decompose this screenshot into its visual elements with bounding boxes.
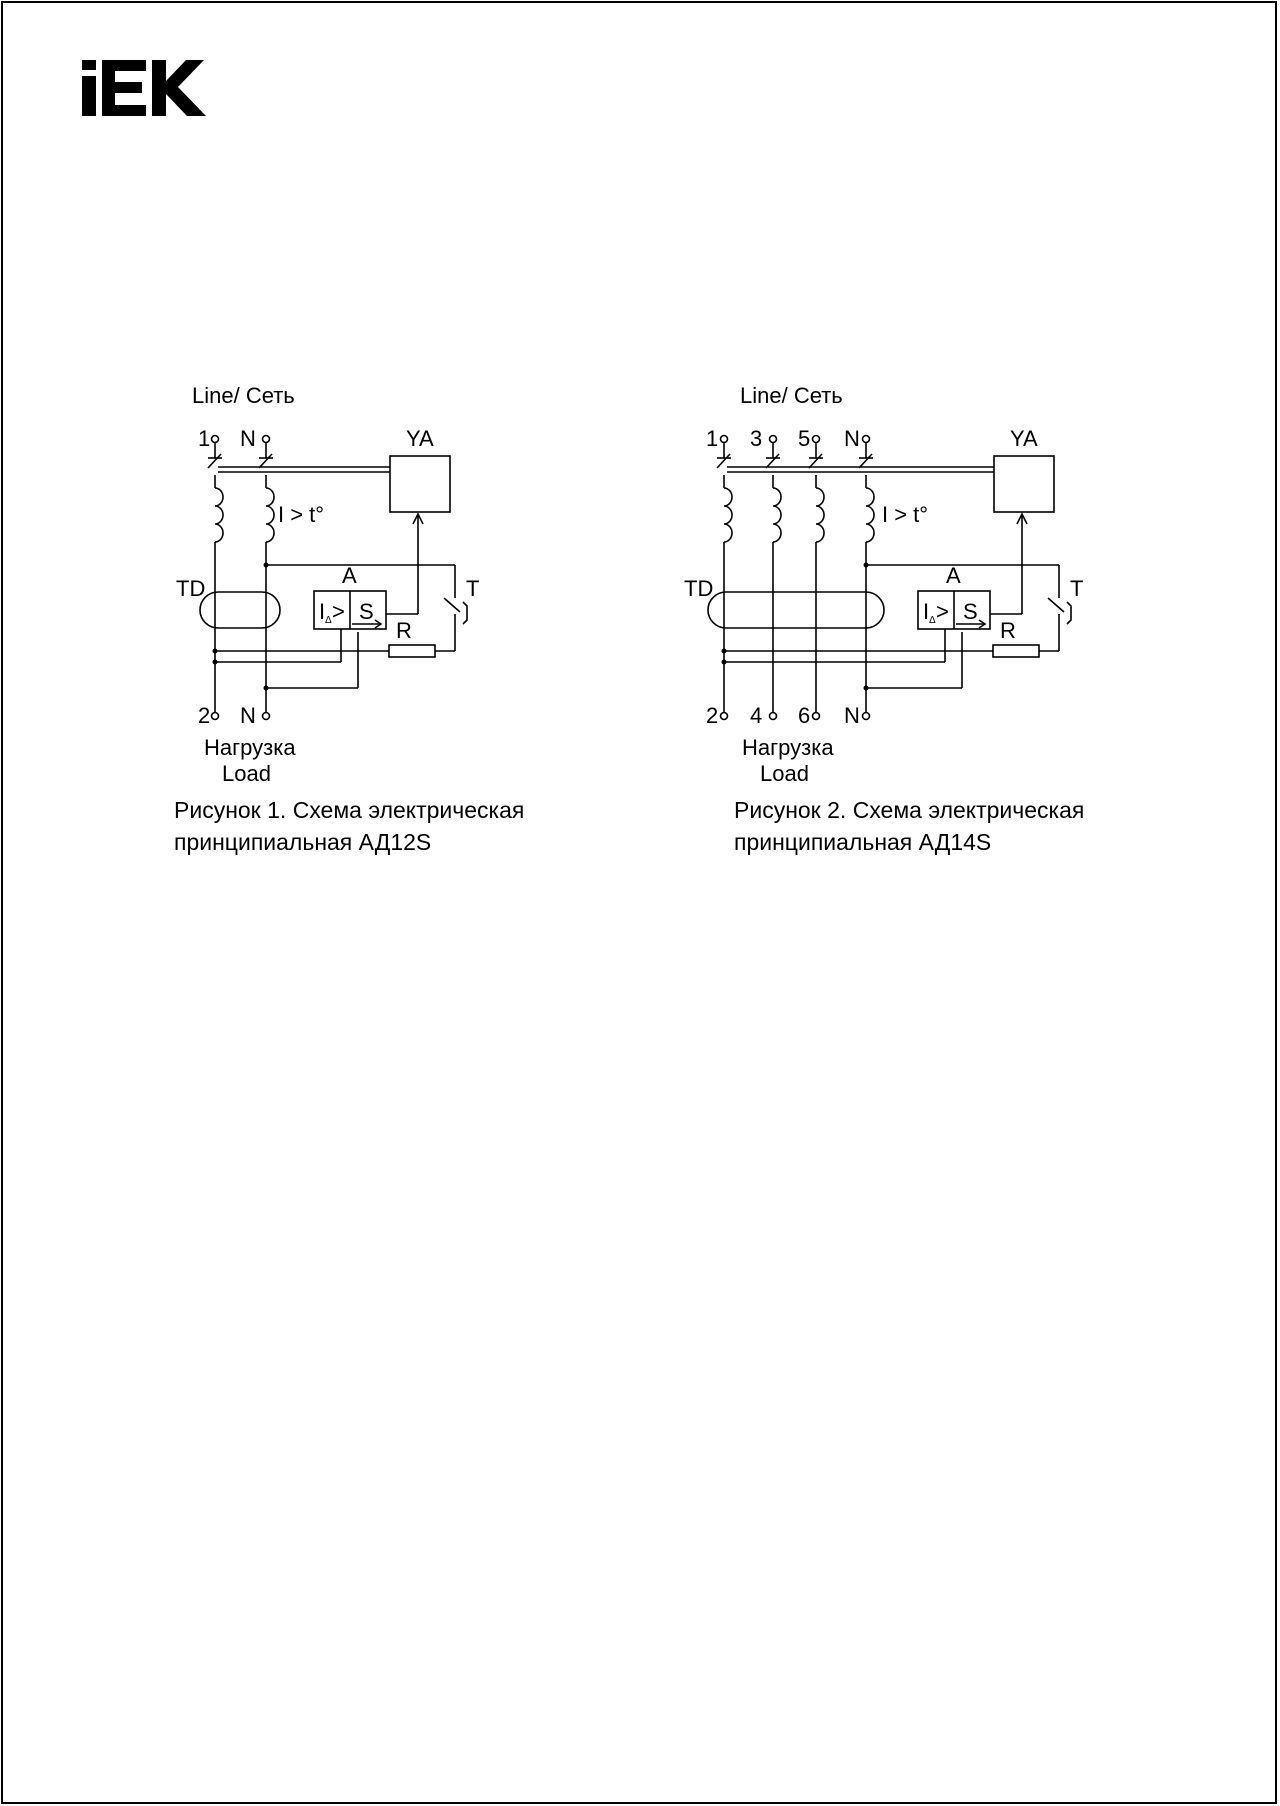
terminal-n-label: N	[844, 426, 860, 451]
schematic-ad14s	[684, 370, 1098, 790]
figure-1-caption-line2: принципиальная АД12S	[174, 829, 432, 855]
figure-2-caption-line1: Рисунок 2. Схема электрическая	[734, 797, 1085, 823]
load-en-label: Load	[760, 761, 809, 786]
terminal-n-bottom-label: N	[844, 703, 860, 728]
delta-subscript: Δ	[929, 615, 936, 626]
overload-label: I > t°	[278, 502, 325, 527]
page-frame	[1, 1, 1277, 1804]
ya-label: YA	[406, 426, 434, 451]
i-delta-label: I	[923, 599, 930, 624]
terminal-2-label: 2	[198, 703, 211, 728]
ya-label: YA	[1010, 426, 1038, 451]
terminal-1-label: 1	[706, 426, 719, 451]
line-label: Line/ Сеть	[192, 383, 295, 408]
figure-1-caption-line1: Рисунок 1. Схема электрическая	[174, 797, 525, 823]
load-ru-label: Нагрузка	[742, 735, 834, 760]
t-label: T	[466, 576, 480, 601]
figure-1-caption	[174, 794, 524, 858]
gt-label: >	[936, 599, 949, 624]
td-label: TD	[176, 576, 206, 601]
line-label: Line/ Сеть	[740, 383, 843, 408]
r-label: R	[396, 618, 412, 643]
i-delta-label: I	[319, 599, 326, 624]
delta-subscript: Δ	[325, 615, 332, 626]
a-label: A	[342, 563, 357, 588]
a-label: A	[946, 563, 961, 588]
r-label: R	[1000, 618, 1016, 643]
overload-label: I > t°	[882, 502, 929, 527]
iek-logo	[82, 60, 206, 116]
s-label: S	[963, 599, 978, 624]
terminal-2-label: 2	[706, 703, 719, 728]
terminal-5-label: 5	[798, 426, 811, 451]
s-label: S	[359, 599, 374, 624]
figure-2-caption-line2: принципиальная АД14S	[734, 829, 992, 855]
terminal-1-label: 1	[198, 426, 211, 451]
terminal-4-label: 4	[750, 703, 763, 728]
load-en-label: Load	[222, 761, 271, 786]
t-label: T	[1070, 576, 1084, 601]
terminal-n-label: N	[240, 426, 256, 451]
terminal-n-bottom-label: N	[240, 703, 256, 728]
terminal-6-label: 6	[798, 703, 811, 728]
figure-2-caption	[734, 794, 1084, 858]
load-ru-label: Нагрузка	[204, 735, 296, 760]
td-label: TD	[684, 576, 714, 601]
terminal-3-label: 3	[750, 426, 763, 451]
schematic-ad12s	[170, 370, 490, 790]
gt-label: >	[332, 599, 345, 624]
